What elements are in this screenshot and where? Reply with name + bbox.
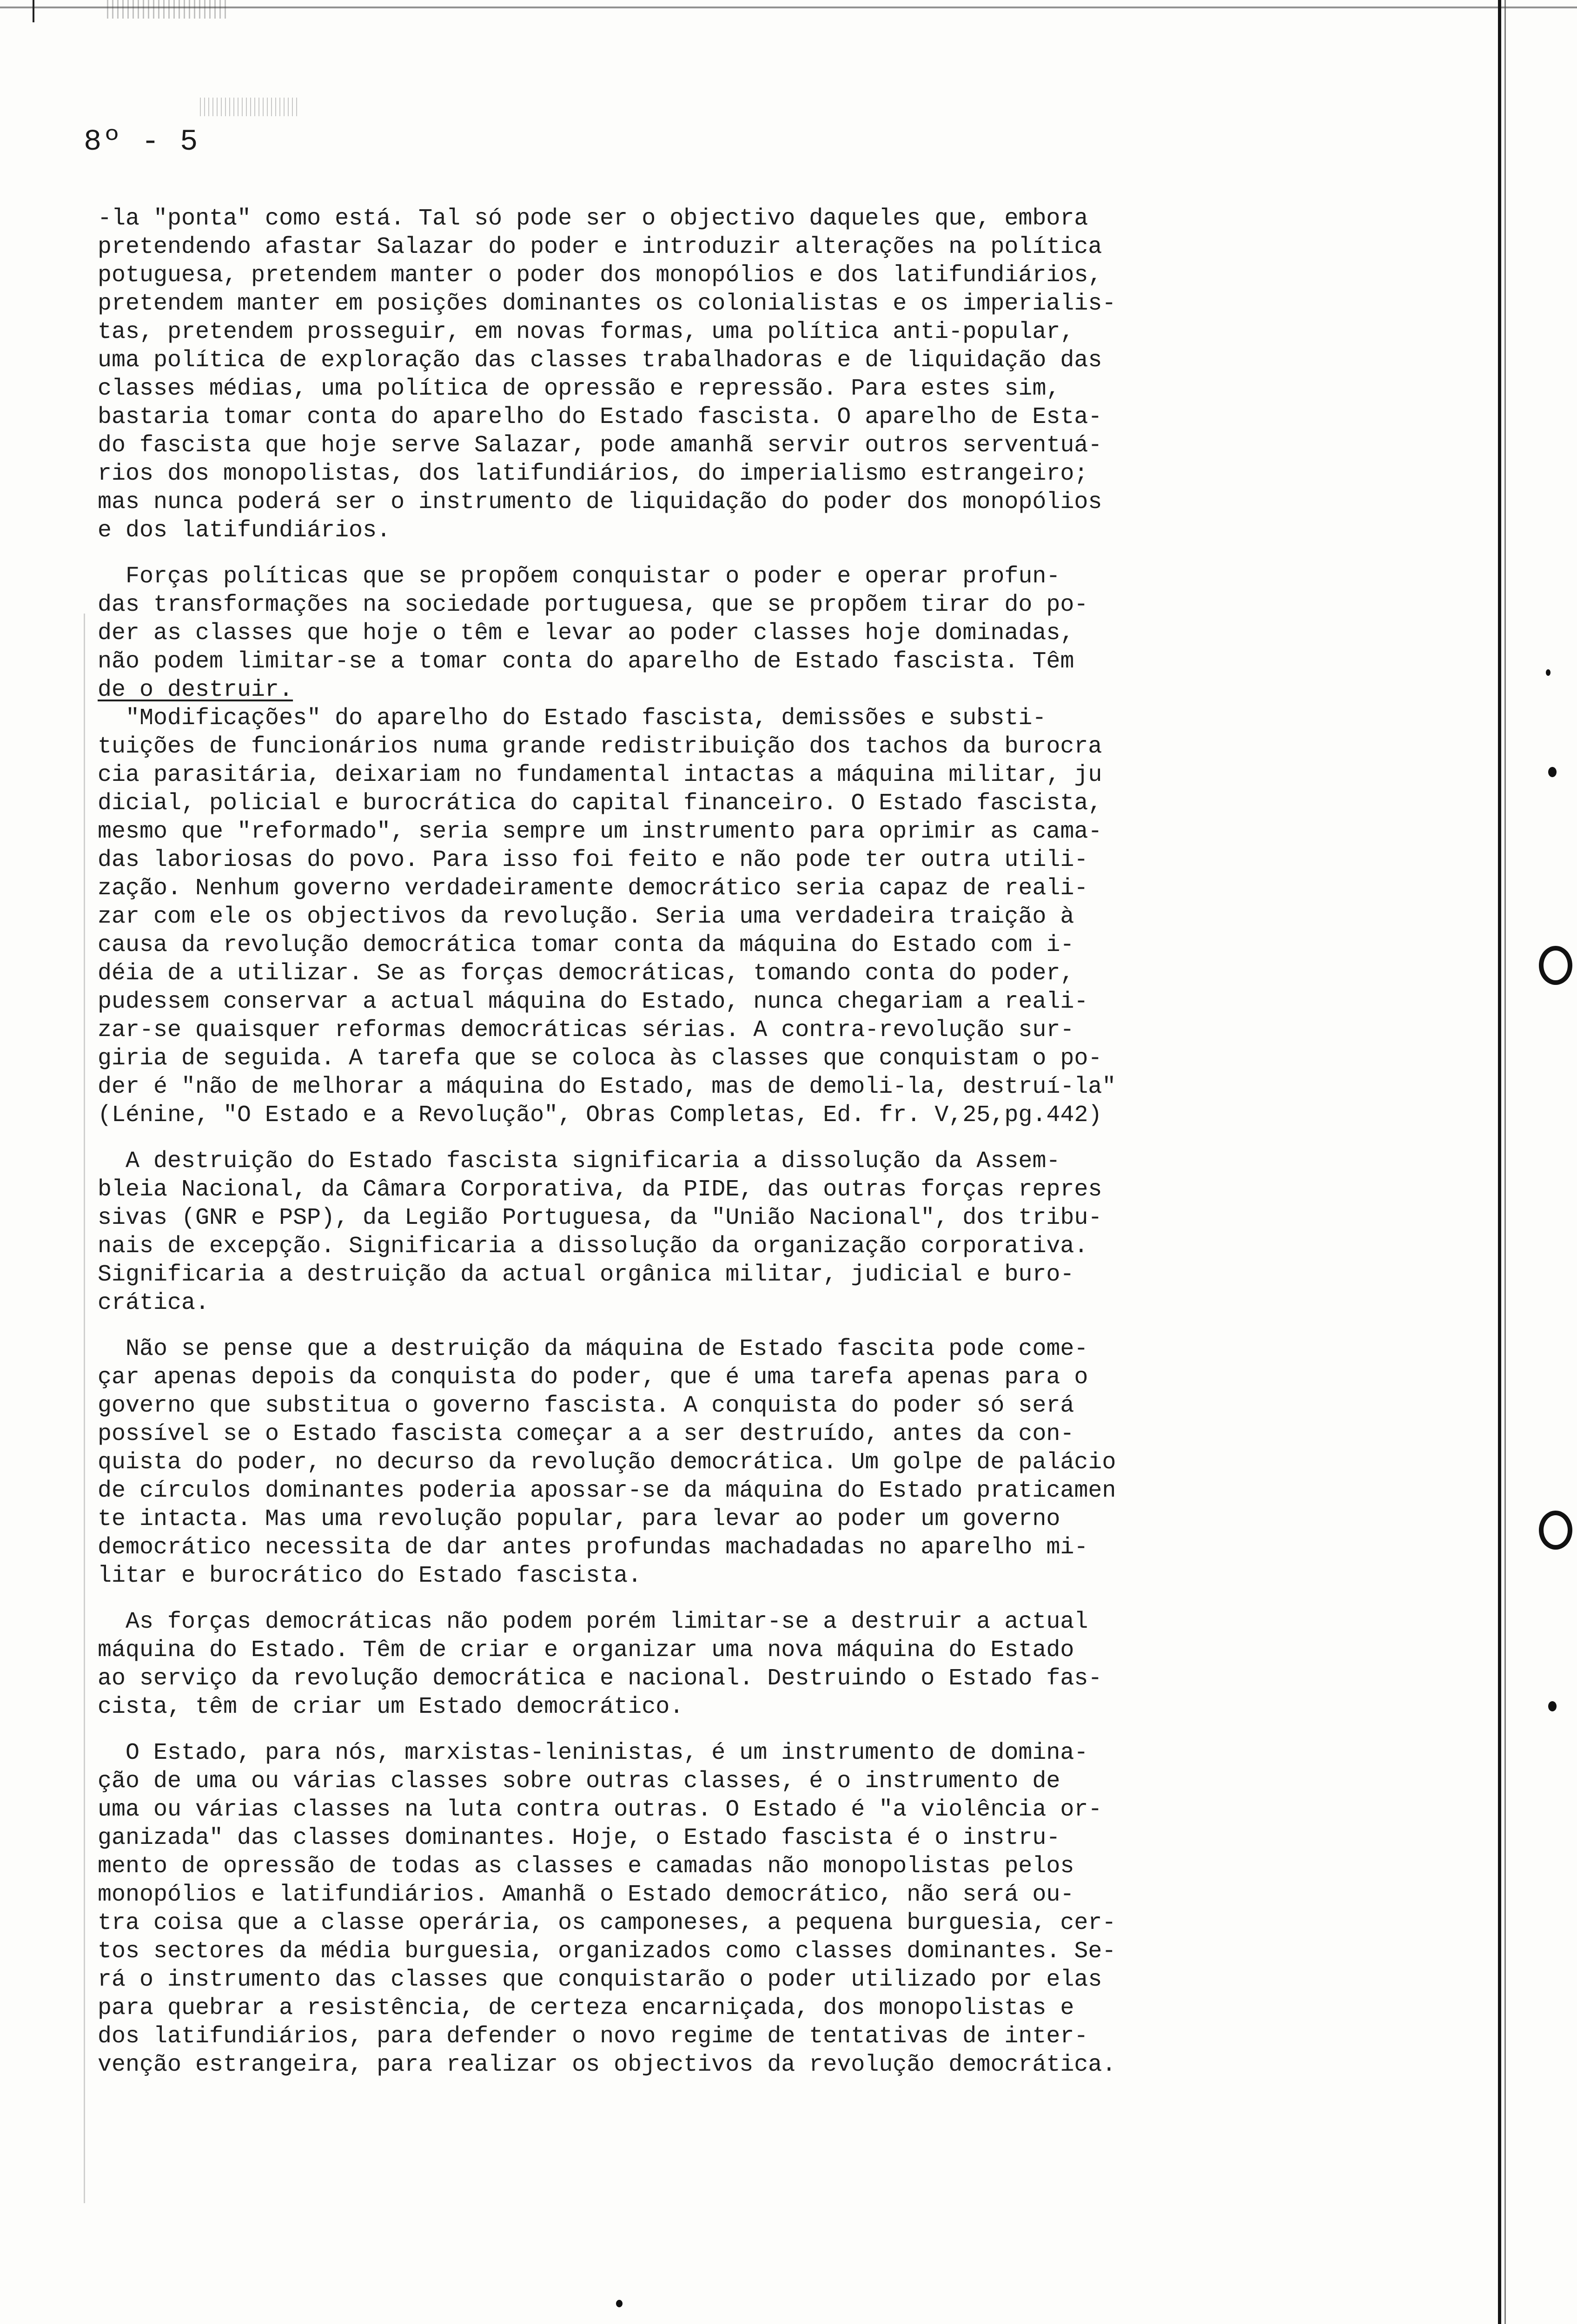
paragraph <box>98 1608 1455 1721</box>
text-line: uma política de exploração das classes trabalhadoras e de liquidação das <box>98 347 1102 374</box>
text-line: déia de a utilizar. Se as forças democráticas, tomando conta do poder, <box>98 960 1074 987</box>
scan-smudge <box>200 98 298 116</box>
text-line: possível se o Estado fascista começar a a ser destruído, antes da con- <box>98 1421 1074 1447</box>
text-line: uma ou várias classes na luta contra outras. O Estado é "a violência or- <box>98 1796 1102 1823</box>
text-line: Não se pense que a destruição da máquina de Estado fascita pode come- <box>98 1336 1088 1362</box>
text-line: para quebrar a resistência, de certeza encarniçada, dos monopolistas e <box>98 1995 1074 2021</box>
text-line: (Lénine, "O Estado e a Revolução", Obras Completas, Ed. fr. V,25,pg.442) <box>98 1102 1102 1129</box>
text-line: das transformações na sociedade portuguesa, que se propõem tirar do po- <box>98 592 1088 618</box>
text-line: bastaria tomar conta do aparelho do Estado fascista. O aparelho de Esta- <box>98 404 1102 430</box>
text-line: As forças democráticas não podem porém limitar-se a destruir a actual <box>98 1609 1088 1635</box>
text-line: governo que substitua o governo fascista. A conquista do poder só será <box>98 1393 1074 1419</box>
text-line: venção estrangeira, para realizar os objectivos da revolução democrática. <box>98 2052 1116 2078</box>
text-line: crática. <box>98 1290 210 1316</box>
text-line: giria de seguida. A tarefa que se coloca às classes que conquistam o po- <box>98 1045 1102 1072</box>
text-line: zação. Nenhum governo verdadeiramente democrático seria capaz de reali- <box>98 875 1088 902</box>
text-line: cista, têm de criar um Estado democrático. <box>98 1694 684 1720</box>
text-line: tas, pretendem prosseguir, em novas formas, uma política anti-popular, <box>98 319 1074 345</box>
paragraph <box>98 205 1455 545</box>
text-line: bleia Nacional, da Câmara Corporativa, da PIDE, das outras forças repres <box>98 1176 1102 1203</box>
text-line: mas nunca poderá ser o instrumento de liquidação do poder dos monopólios <box>98 489 1102 515</box>
text-line: quista do poder, no decurso da revolução democrática. Um golpe de palácio <box>98 1449 1116 1476</box>
punch-hole <box>1539 1511 1572 1550</box>
text-line: mento de opressão de todas as classes e camadas não monopolistas pelos <box>98 1853 1074 1880</box>
text-line: cia parasitária, deixariam no fundamental intactas a máquina militar, ju <box>98 762 1102 788</box>
text-line: classes médias, uma política de opressão e repressão. Para estes sim, <box>98 376 1060 402</box>
text-line: O Estado, para nós, marxistas-leninistas, é um instrumento de domina- <box>98 1740 1088 1766</box>
margin-dot <box>1548 1701 1557 1711</box>
text-line: tuições de funcionários numa grande redistribuição dos tachos da burocra <box>98 733 1102 760</box>
text-line: sivas (GNR e PSP), da Legião Portuguesa, da "União Nacional", dos tribu- <box>98 1205 1102 1231</box>
text-line: rá o instrumento das classes que conquistarão o poder utilizado por elas <box>98 1967 1102 1993</box>
margin-line <box>84 614 85 2203</box>
binder-edge-rule-secondary <box>1504 0 1506 2324</box>
text-line: der é "não de melhorar a máquina do Estado, mas de demoli-la, destruí-la" <box>98 1074 1116 1100</box>
text-line: potuguesa, pretendem manter o poder dos monopólios e dos latifundiários, <box>98 262 1102 289</box>
text-line: te intacta. Mas uma revolução popular, para levar ao poder um governo <box>98 1506 1060 1532</box>
paragraph <box>98 1335 1455 1590</box>
text-line: ganizada" das classes dominantes. Hoje, o Estado fascista é o instru- <box>98 1825 1060 1851</box>
text-line: pretendendo afastar Salazar do poder e introduzir alterações na política <box>98 234 1102 260</box>
paragraph <box>98 562 1455 1129</box>
text-line: pretendem manter em posições dominantes os colonialistas e os imperialis- <box>98 290 1116 317</box>
paragraph <box>98 1147 1455 1317</box>
text-line: monopólios e latifundiários. Amanhã o Estado democrático, não será ou- <box>98 1882 1074 1908</box>
text-line: nais de excepção. Significaria a dissolução da organização corporativa. <box>98 1233 1088 1260</box>
text-line: "Modificações" do aparelho do Estado fascista, demissões e substi- <box>98 705 1047 732</box>
binder-edge-rule <box>1498 0 1501 2324</box>
text-line: do fascista que hoje serve Salazar, pode amanhã servir outros serventuá- <box>98 432 1102 459</box>
text-line: causa da revolução democrática tomar conta da máquina do Estado com i- <box>98 932 1074 958</box>
text-line: A destruição do Estado fascista significaria a dissolução da Assem- <box>98 1148 1060 1175</box>
text-line: dicial, policial e burocrática do capital financeiro. O Estado fascista, <box>98 790 1102 817</box>
punch-hole <box>1539 946 1572 985</box>
text-line: zar-se quaisquer reformas democráticas sérias. A contra-revolução sur- <box>98 1017 1074 1043</box>
text-line: mesmo que "reformado", seria sempre um instrumento para oprimir as cama- <box>98 819 1102 845</box>
paragraph <box>98 1739 1455 2079</box>
text-line: ao serviço da revolução democrática e nacional. Destruindo o Estado fas- <box>98 1665 1102 1692</box>
text-line: dos latifundiários, para defender o novo regime de tentativas de inter- <box>98 2023 1088 2050</box>
text-line: tra coisa que a classe operária, os camponeses, a pequena burguesia, cer- <box>98 1910 1116 1936</box>
text-line: democrático necessita de dar antes profundas machadadas no aparelho mi- <box>98 1534 1088 1561</box>
body-text <box>98 205 1455 2097</box>
text-line: zar com ele os objectivos da revolução. Seria uma verdadeira traição à <box>98 904 1074 930</box>
page-number: 8º - 5 <box>84 125 199 159</box>
text-line: -la "ponta" como está. Tal só pode ser o objectivo daqueles que, embora <box>98 205 1088 232</box>
scan-top-rule <box>0 7 1577 8</box>
text-line: de círculos dominantes poderia apossar-se da máquina do Estado praticamen <box>98 1478 1116 1504</box>
text-line: pudessem conservar a actual máquina do Estado, nunca chegariam a reali- <box>98 989 1088 1015</box>
text-line: não podem limitar-se a tomar conta do aparelho de Estado fascista. Têm <box>98 648 1074 675</box>
text-line: Forças políticas que se propõem conquistar o poder e operar profun- <box>98 563 1060 590</box>
text-line: Significaria a destruição da actual orgânica militar, judicial e buro- <box>98 1261 1074 1288</box>
margin-dot <box>1546 669 1550 676</box>
text-line: litar e burocrático do Estado fascista. <box>98 1563 642 1589</box>
scan-speck <box>107 0 228 19</box>
text-line: de o destruir. <box>98 677 293 703</box>
text-line: tos sectores da média burguesia, organizados como classes dominantes. Se- <box>98 1938 1116 1965</box>
text-line: der as classes que hoje o têm e levar ao poder classes hoje dominadas, <box>98 620 1074 647</box>
text-line: das laboriosas do povo. Para isso foi feito e não pode ter outra utili- <box>98 847 1088 873</box>
scan-left-tick <box>33 0 34 22</box>
margin-dot <box>616 2300 623 2307</box>
text-line: rios dos monopolistas, dos latifundiários, do imperialismo estrangeiro; <box>98 461 1088 487</box>
text-line: máquina do Estado. Têm de criar e organizar uma nova máquina do Estado <box>98 1637 1074 1664</box>
margin-dot <box>1548 767 1557 777</box>
text-line: e dos latifundiários. <box>98 517 391 544</box>
text-line: ção de uma ou várias classes sobre outras classes, é o instrumento de <box>98 1768 1060 1795</box>
text-line: çar apenas depois da conquista do poder, que é uma tarefa apenas para o <box>98 1364 1088 1391</box>
